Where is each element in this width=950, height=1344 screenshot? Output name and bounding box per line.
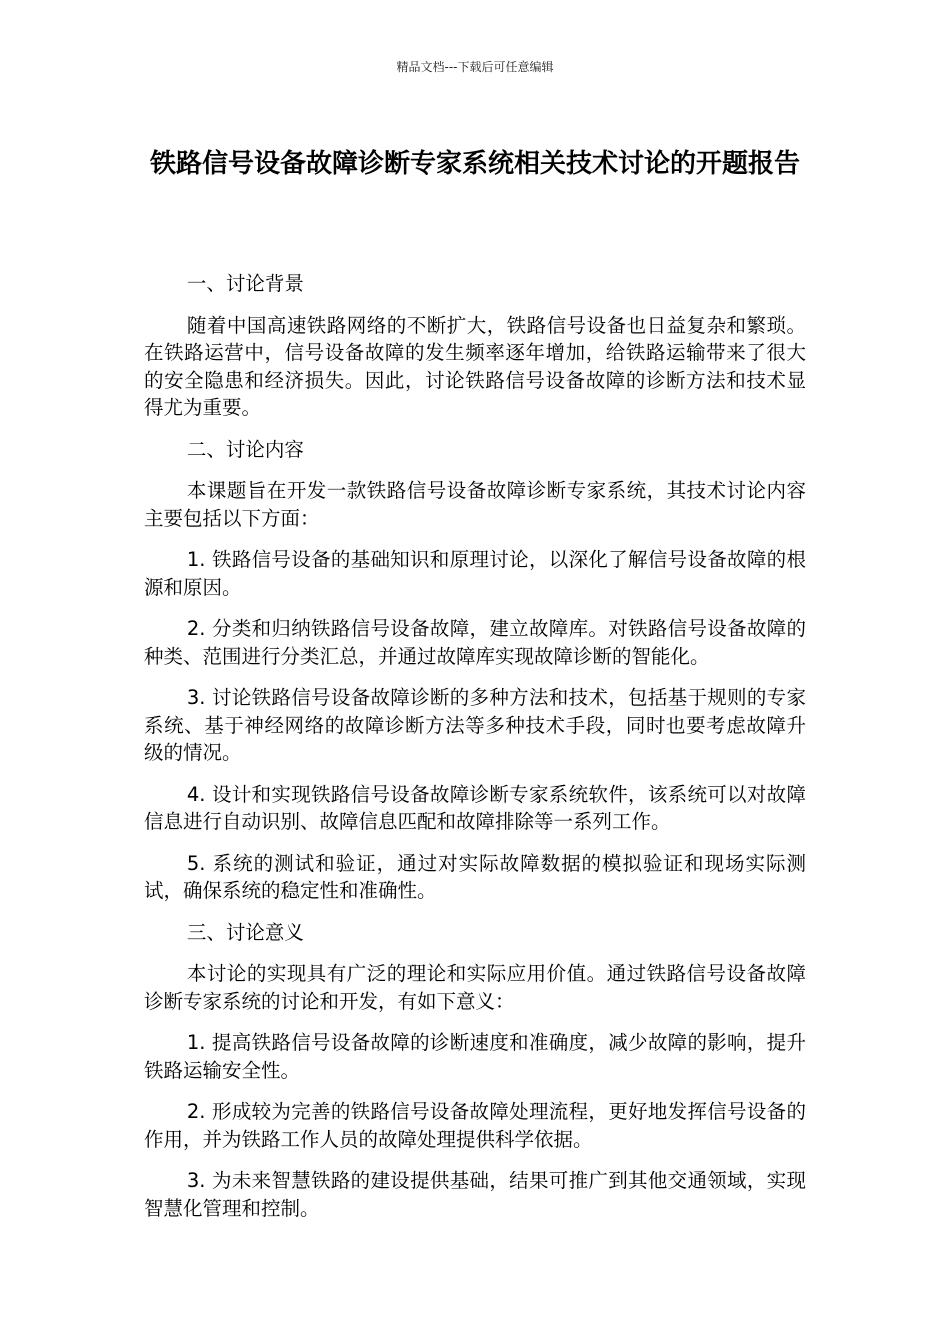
list-item-content-2: 2. 分类和归纳铁路信号设备故障，建立故障库。对铁路信号设备故障的种类、范围进行分类汇总，并通过故障库实现故障诊断的智能化。 — [144, 617, 806, 668]
paragraph-content-intro: 本课题旨在开发一款铁路信号设备故障诊断专家系统，其技术讨论内容主要包括以下方面： — [144, 479, 806, 530]
list-item-significance-2: 2. 形成较为完善的铁路信号设备故障处理流程，更好地发挥信号设备的作用，并为铁路工作人员的故障处理提供科学依据。 — [144, 1100, 806, 1151]
section-heading-significance: 三、讨论意义 — [186, 920, 304, 944]
list-item-content-3: 3. 讨论铁路信号设备故障诊断的多种方法和技术，包括基于规则的专家系统、基于神经网络的故障诊断方法等多种技术手段，同时也要考虑故障升级的情况。 — [144, 686, 806, 764]
list-item-significance-1: 1. 提高铁路信号设备故障的诊断速度和准确度，减少故障的影响，提升铁路运输安全性。 — [144, 1031, 806, 1082]
document-body — [144, 270, 806, 1236]
list-item-content-1: 1. 铁路信号设备的基础知识和原理讨论，以深化了解信号设备故障的根源和原因。 — [144, 548, 806, 599]
section-heading-content: 二、讨论内容 — [186, 437, 304, 461]
section-heading-background: 一、讨论背景 — [186, 272, 304, 295]
paragraph-background: 随着中国高速铁路网络的不断扩大，铁路信号设备也日益复杂和繁琐。在铁路运营中，信号设备故障的发生频率逐年增加，给铁路运输带来了很大的安全隐患和经济损失。因此，讨论铁路信号设备故障的诊断方法和技术显得尤为重要。 — [144, 313, 806, 419]
document-title: 铁路信号设备故障诊断专家系统相关技术讨论的开题报告 — [149, 149, 800, 179]
paragraph-significance-intro: 本讨论的实现具有广泛的理论和实际应用价值。通过铁路信号设备故障诊断专家系统的讨论和开发，有如下意义： — [144, 962, 806, 1013]
list-item-content-4: 4. 设计和实现铁路信号设备故障诊断专家系统软件，该系统可以对故障信息进行自动识别、故障信息匹配和故障排除等一系列工作。 — [144, 782, 806, 833]
list-item-significance-3: 3. 为未来智慧铁路的建设提供基础，结果可推广到其他交通领域，实现智慧化管理和控制。 — [144, 1169, 806, 1220]
page-header: 精品文档---下载后可任意编辑 — [396, 60, 554, 74]
list-item-content-5: 5. 系统的测试和验证，通过对实际故障数据的模拟验证和现场实际测试，确保系统的稳定性和准确性。 — [144, 851, 806, 902]
